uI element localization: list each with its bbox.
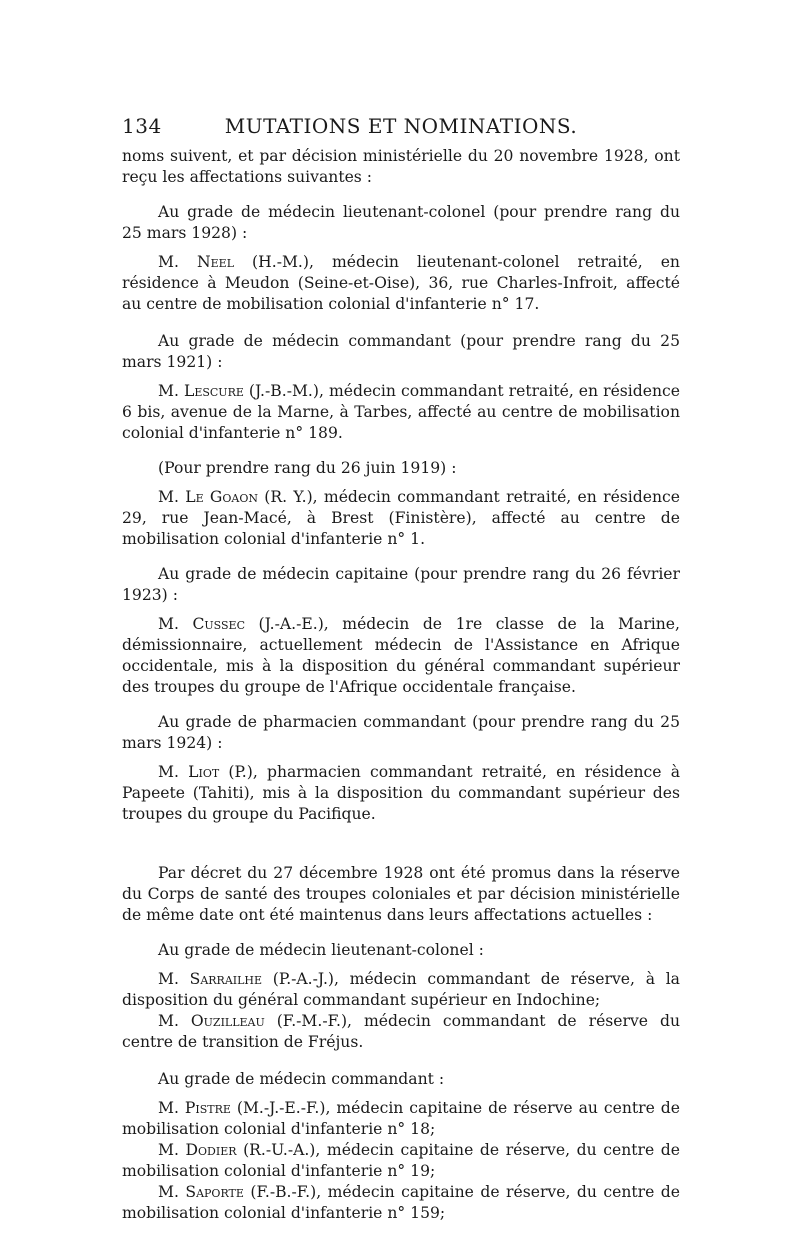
person-name: Pistre	[184, 1099, 231, 1117]
appointment-entry	[122, 762, 680, 825]
entry-text: (P.-A.-J.), médecin commandant de réserve, à la disposition du général commandant supérieur en Indochine;	[122, 970, 680, 1009]
appointment-entry	[122, 381, 680, 444]
entry-prefix: M.	[158, 763, 189, 781]
entry-prefix: M.	[158, 615, 193, 633]
appointment-entry	[122, 1098, 680, 1140]
section-heading: (Pour prendre rang du 26 juin 1919) :	[158, 459, 457, 477]
decree-paragraph: Par décret du 27 décembre 1928 ont été promus dans la réserve du Corps de santé des troupes coloniales et par décision ministérielle de même date ont été maintenus dans leurs affectations actuelles :	[122, 864, 680, 924]
appointment-entry	[122, 252, 680, 315]
entry-prefix: M.	[158, 488, 186, 506]
person-name: Saporte	[185, 1183, 244, 1201]
appointment-entry	[122, 1140, 680, 1182]
entry-text: (J.-A.-E.), médecin de 1re classe de la Marine, démissionnaire, actuellement médecin de l'Assistance en Afrique occidentale, mis à la disposition du général commandant supérieur des troupes du groupe de l'Afrique occidentale française.	[122, 615, 680, 696]
entry-prefix: M.	[158, 253, 197, 271]
section-heading: Au grade de médecin commandant :	[158, 1070, 445, 1088]
entry-text: (R.-U.-A.), médecin capitaine de réserve, du centre de mobilisation colonial d'infanterie n° 19;	[122, 1141, 680, 1180]
entry-text: (F.-M.-F.), médecin commandant de réserve du centre de transition de Fréjus.	[122, 1012, 680, 1051]
entry-prefix: M.	[158, 1141, 186, 1159]
entry-text: (M.-J.-E.-F.), médecin capitaine de réserve au centre de mobilisation colonial d'infanterie n° 18;	[122, 1099, 681, 1138]
entry-text: (J.-B.-M.), médecin commandant retraité, en résidence 6 bis, avenue de la Marne, à Tarbes, affecté au centre de mobilisation colonial d'infanterie n° 189.	[122, 382, 680, 442]
entry-prefix: M.	[158, 1099, 185, 1117]
page-number: 134	[122, 114, 162, 138]
entry-prefix: M.	[158, 1012, 191, 1030]
person-name: Cussec	[192, 615, 245, 633]
entry-text: (H.-M.), médecin lieutenant-colonel retraité, en résidence à Meudon (Seine-et-Oise), 36, rue Charles-Infroit, affecté au centre de mobilisation colonial d'infanterie n° 17.	[122, 253, 680, 313]
appointment-entry	[122, 1011, 680, 1053]
person-name: Ouzilleau	[190, 1012, 265, 1030]
continuation-paragraph: noms suivent, et par décision ministérielle du 20 novembre 1928, ont reçu les affectations suivantes :	[122, 147, 680, 186]
running-title: MUTATIONS ET NOMINATIONS.	[224, 114, 578, 138]
section-heading: Au grade de médecin lieutenant-colonel :	[158, 941, 484, 959]
person-name: Lescure	[183, 382, 244, 400]
entry-prefix: M.	[158, 970, 190, 988]
entry-text: (P.), pharmacien commandant retraité, en résidence à Papeete (Tahiti), mis à la disposition du commandant supérieur des troupes du groupe du Pacifique.	[122, 763, 680, 823]
person-name: Le Goaon	[185, 488, 258, 506]
section-heading: Au grade de médecin commandant (pour prendre rang du 25 mars 1921) :	[122, 332, 680, 371]
entry-text: (F.-B.-F.), médecin capitaine de réserve, du centre de mobilisation colonial d'infanterie n° 159;	[122, 1183, 681, 1222]
appointment-entry	[122, 1182, 680, 1224]
page-header	[122, 114, 680, 140]
entry-prefix: M.	[158, 1183, 186, 1201]
person-name: Neel	[196, 253, 234, 271]
section-heading: Au grade de médecin lieutenant-colonel (pour prendre rang du 25 mars 1928) :	[122, 203, 680, 242]
appointment-entry	[122, 487, 680, 550]
entry-text: (R. Y.), médecin commandant retraité, en résidence 29, rue Jean-Macé, à Brest (Finistère), affecté au centre de mobilisation colonial d'infanterie n° 1.	[122, 488, 680, 548]
appointment-entry	[122, 969, 680, 1011]
person-name: Dodier	[185, 1141, 237, 1159]
person-name: Liot	[188, 763, 220, 781]
section-heading: Au grade de pharmacien commandant (pour prendre rang du 25 mars 1924) :	[122, 713, 680, 752]
page-body	[122, 146, 680, 1224]
entry-prefix: M.	[158, 382, 184, 400]
person-name: Sarrailhe	[189, 970, 263, 988]
section-heading: Au grade de médecin capitaine (pour prendre rang du 26 février 1923) :	[122, 565, 680, 604]
appointment-entry	[122, 614, 680, 698]
